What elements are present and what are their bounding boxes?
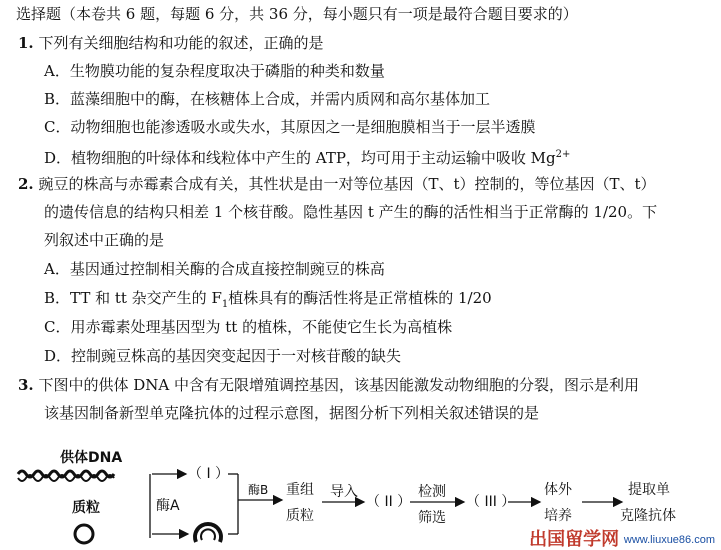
culture-label: 体外 bbox=[544, 482, 572, 498]
step-1-label: （ I ） bbox=[188, 466, 230, 482]
site-watermark bbox=[527, 531, 717, 548]
q2-option-a: A．基因通过控制相关酶的合成直接控制豌豆的株高 bbox=[44, 260, 385, 278]
q1-option-c: C．动物细胞也能渗透吸水或失水，其原因之一是细胞膜相当于一层半透膜 bbox=[44, 118, 536, 136]
option-text: 动物细胞也能渗透吸水或失水，其原因之一是细胞膜相当于一层半透膜 bbox=[70, 118, 536, 136]
q1-option-d: D．植物细胞的叶绿体和线粒体中产生的 ATP，均可用于主动运输中吸收 $Mg^{2+}$ bbox=[44, 149, 571, 167]
option-text: 用赤霉素处理基因型为 tt 的植株，不能使它生长为高植株 bbox=[70, 318, 453, 336]
detect-label: 检测 bbox=[418, 484, 446, 500]
extract-label-line-2: 克隆抗体 bbox=[620, 508, 676, 524]
step-2-label: （ II ） bbox=[366, 494, 412, 510]
question-number: 1. bbox=[18, 34, 34, 52]
option-text: 基因通过控制相关酶的合成直接控制豌豆的株高 bbox=[69, 260, 385, 278]
step-3-label: （ III ） bbox=[466, 494, 516, 510]
option-text: 植物细胞的叶绿体和线粒体中产生的 ATP，均可用于主动运输中吸收 Mg bbox=[71, 149, 556, 167]
q2-option-d: D．控制豌豆株高的基因突变起因于一对核苷酸的缺失 bbox=[44, 347, 402, 365]
question-2-stem bbox=[18, 174, 656, 194]
donor-dna-label: 供体DNA bbox=[60, 450, 123, 466]
q2-option-b: B．TT 和 tt 杂交产生的 $F_1$植株具有的酶活性将是正常植株的 1/20 bbox=[44, 289, 492, 310]
question-number: 2. bbox=[18, 175, 34, 193]
extract-label: 提取单 bbox=[628, 482, 670, 498]
subscript: 1 bbox=[221, 299, 229, 310]
question-3-stem-line-2: 该基因制备新型单克隆抗体的过程示意图，据图分析下列相关叙述错误的是 bbox=[44, 404, 540, 422]
q1-option-b: B．蓝藻细胞中的酶，在核糖体上合成，并需内质网和高尔基体加工 bbox=[44, 90, 491, 108]
question-text: 下图中的供体 DNA 中含有无限增殖调控基因，该基因能激发动物细胞的分裂，图示是利用 bbox=[38, 376, 639, 394]
option-text: TT 和 tt 杂交产生的 F bbox=[70, 289, 222, 307]
plasmid-label: 质粒 bbox=[72, 500, 100, 516]
screen-label: 筛选 bbox=[418, 510, 446, 526]
question-2-stem-line-2: 的遗传信息的结构只相差 1 个核苷酸。隐性基因 t 产生的酶的活性相当于正常酶的 1/20。下 bbox=[44, 203, 658, 221]
plasmid-ring-icon bbox=[75, 525, 93, 543]
option-text: 生物膜功能的复杂程度取决于磷脂的种类和数量 bbox=[69, 62, 385, 80]
question-1-stem bbox=[18, 33, 323, 53]
recombinant-label: 重组 bbox=[286, 482, 314, 498]
cut-plasmid-icon bbox=[195, 524, 221, 542]
q2-option-c: C．用赤霉素处理基因型为 tt 的植株，不能使它生长为高植株 bbox=[44, 318, 453, 336]
question-3-stem bbox=[18, 375, 639, 395]
recombinant-label-line-2: 质粒 bbox=[286, 508, 314, 524]
question-number: 3. bbox=[18, 376, 34, 394]
option-text: 控制豌豆株高的基因突变起因于一对核苷酸的缺失 bbox=[71, 347, 402, 365]
section-header: 选择题（本卷共 6 题，每题 6 分，共 36 分，每小题只有一项是最符合题目要求的） bbox=[16, 5, 578, 23]
option-text: 蓝藻细胞中的酶，在核糖体上合成，并需内质网和高尔基体加工 bbox=[70, 90, 491, 108]
question-text: 豌豆的株高与赤霉素合成有关，其性状是由一对等位基因（T、t）控制的，等位基因（T、t） bbox=[38, 175, 656, 193]
question-text: 下列有关细胞结构和功能的叙述，正确的是 bbox=[38, 34, 324, 52]
cut-plasmid-icon bbox=[201, 529, 215, 540]
import-label: 导入 bbox=[330, 484, 358, 500]
q1-option-a: A．生物膜功能的复杂程度取决于磷脂的种类和数量 bbox=[44, 62, 385, 80]
option-text-continued: 植株具有的酶活性将是正常植株的 1/20 bbox=[228, 289, 492, 307]
enzyme-a-label: 酶A bbox=[156, 498, 180, 514]
enzyme-b-label: 酶B bbox=[248, 483, 269, 497]
superscript: 2+ bbox=[555, 149, 571, 160]
question-2-stem-line-3: 列叙述中正确的是 bbox=[44, 231, 165, 249]
watermark-title: 出国留学网 bbox=[529, 529, 620, 550]
culture-label-line-2: 培养 bbox=[544, 508, 572, 524]
watermark-url: www.liuxue86.com bbox=[623, 534, 715, 546]
